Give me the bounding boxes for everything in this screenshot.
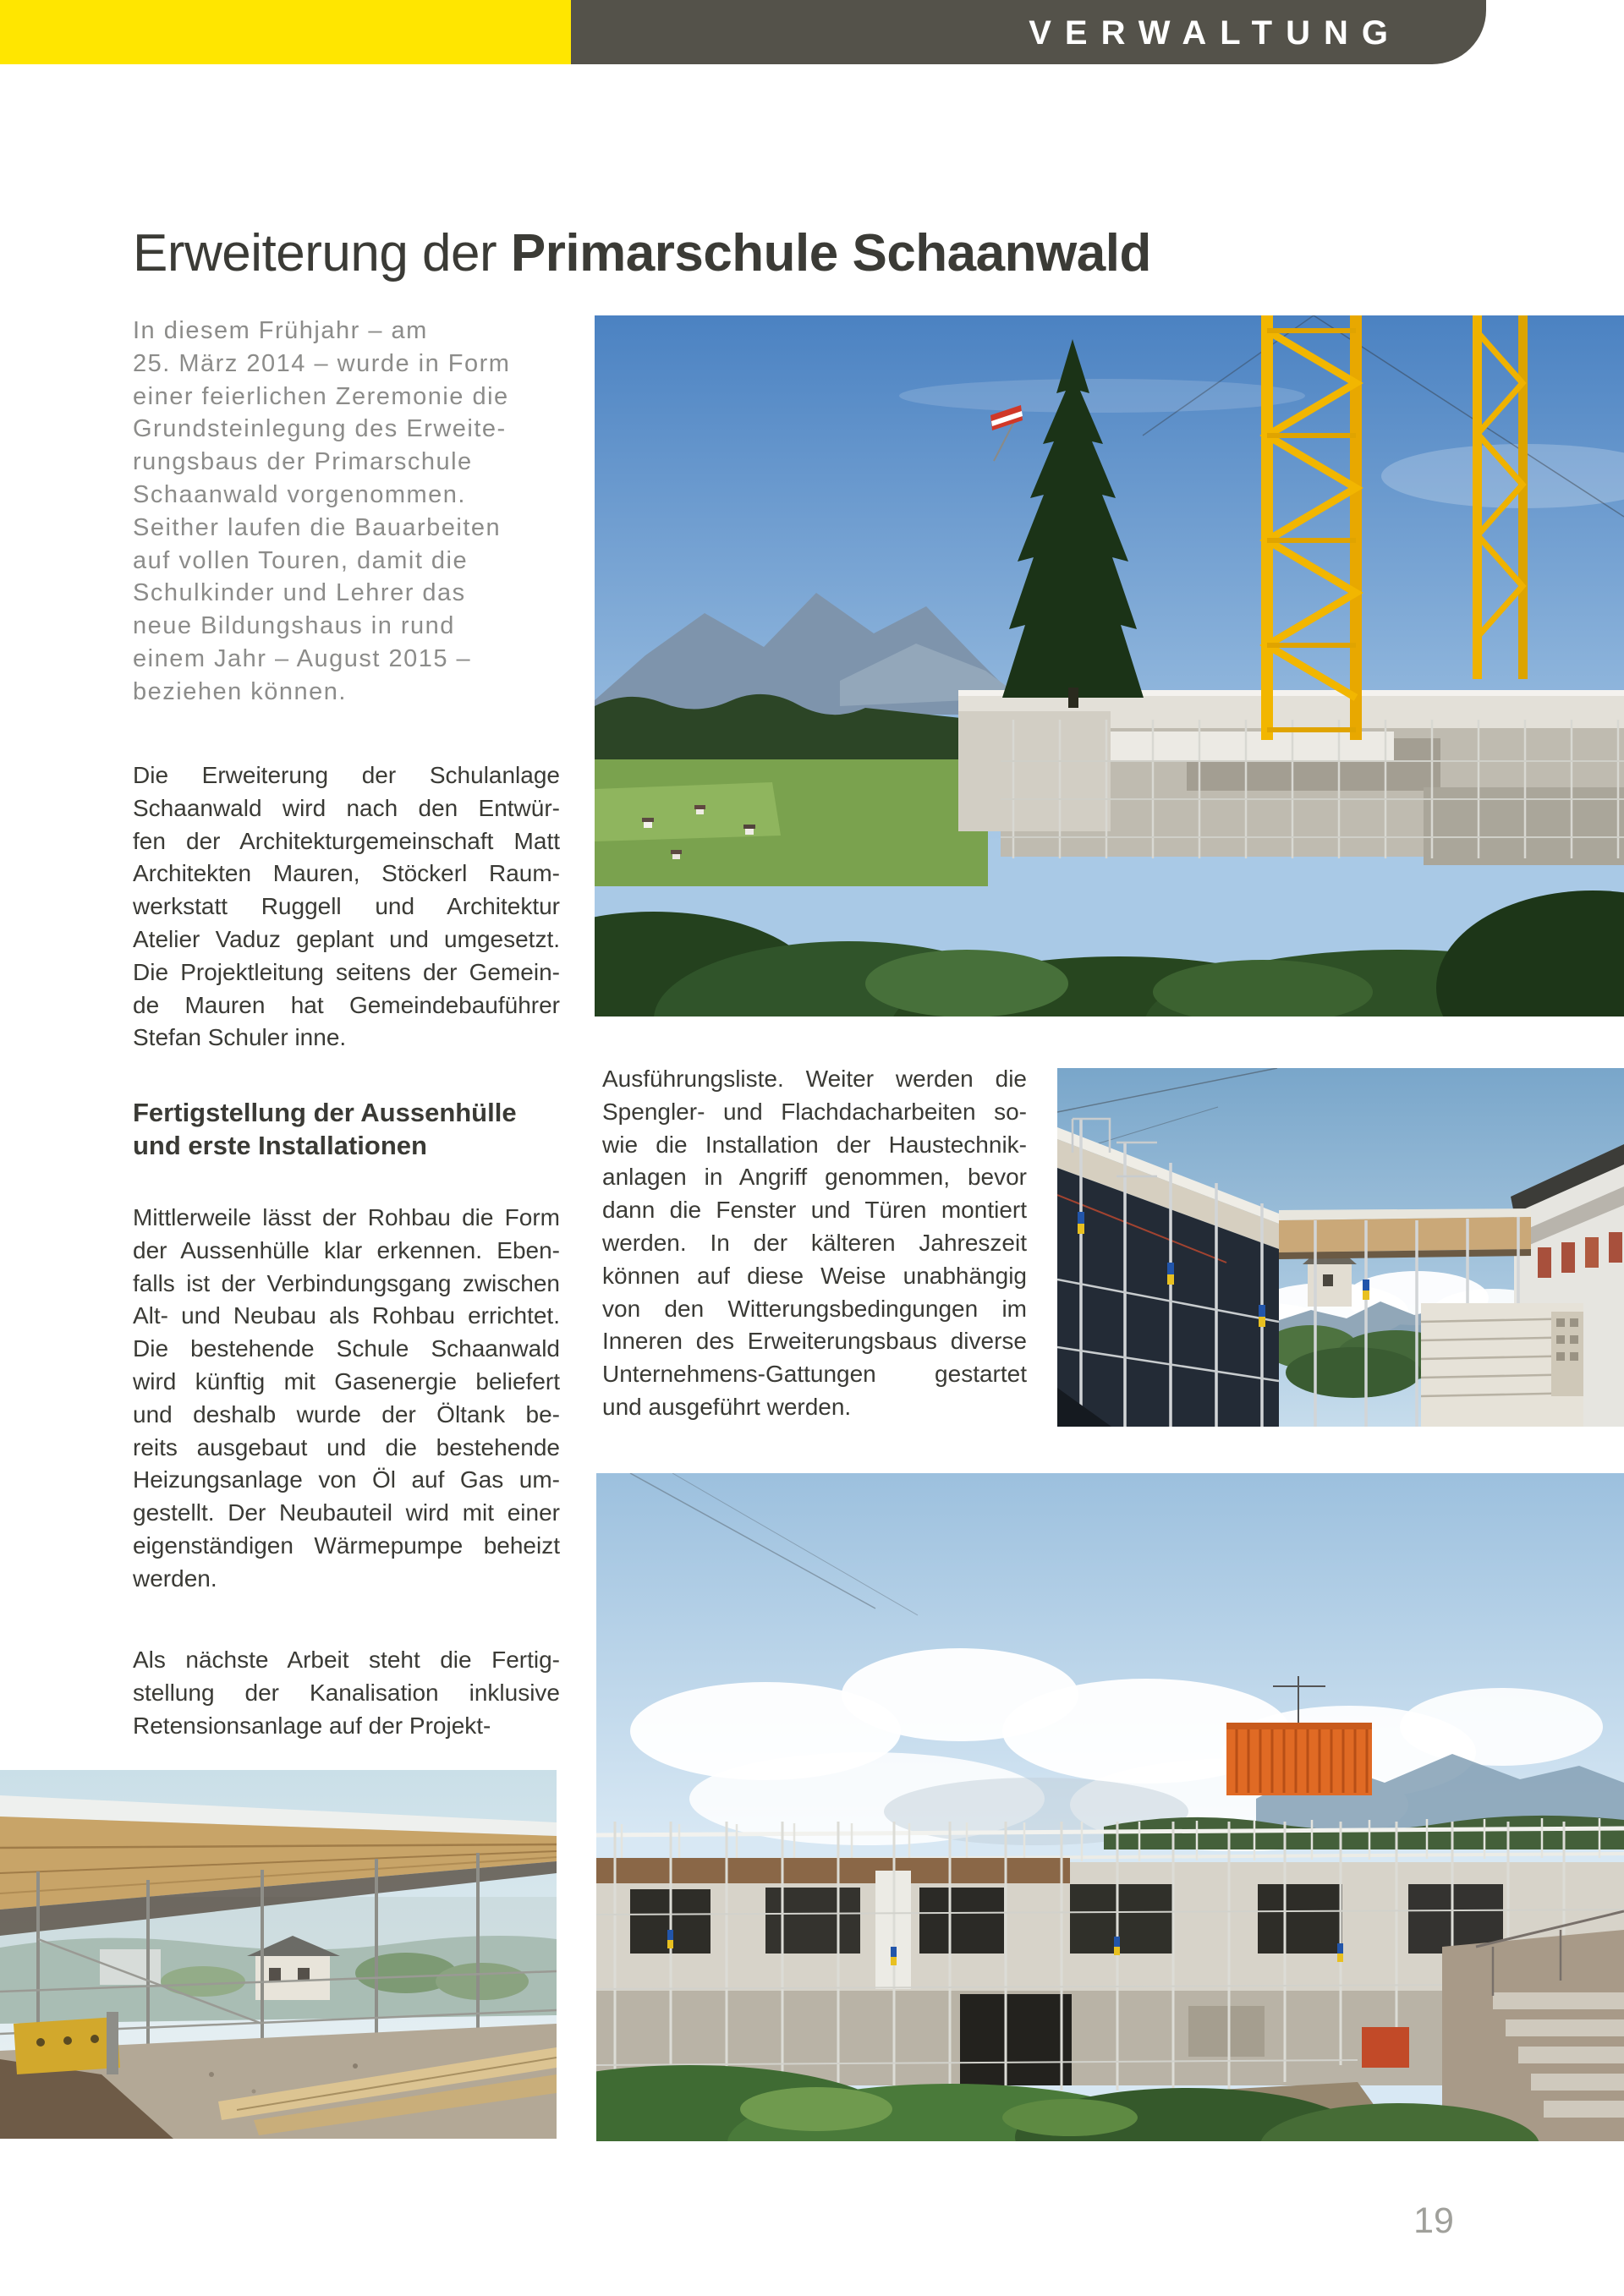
text-line: fen der Architekturgemeinschaft Matt [133,827,560,854]
text-line: de Mauren hat Gemeindebauführer [133,991,560,1018]
paragraph-ausfuehrungsliste [602,1063,1027,1424]
red-equipment [1362,2027,1409,2068]
element-stack [1421,1303,1583,1427]
text-line: Schulkinder und Lehrer das [133,579,466,607]
text-line: Atelier Vaduz geplant und umgesetzt. [133,925,560,952]
text-line: Seither laufen die Bauarbeiten [133,513,502,541]
text-line: wie die Installation der Haustechnik- [602,1131,1027,1158]
text-line: der Aussenhülle klar erkennen. Eben- [133,1236,560,1263]
text-line: Spengler- und Flachdacharbeiten so- [602,1098,1027,1125]
text-line: und erste Installationen [133,1131,427,1160]
text-line: und ausgeführt werden. [602,1393,852,1420]
text-line: einem Jahr – August 2015 – [133,644,472,672]
paragraph-kanalisation [133,1644,560,1742]
header-yellow-block [0,0,571,64]
photo-roof-edge-scaffolding [0,1770,557,2139]
text-line: anlagen in Angriff genommen, bevor [602,1164,1027,1191]
text-line: reits ausgebaut und die bestehende [133,1433,560,1460]
photo-construction-crane [595,315,1624,1016]
text-line: werden. [133,1564,217,1592]
photo-walkway-existing-school [1057,1068,1624,1427]
photo-site-orange-container [596,1473,1624,2141]
text-line: und deshalb wurde der Öltank be- [133,1400,560,1427]
text-line: Schaanwald vorgenommen. [133,480,466,508]
header-section-tab [571,0,1486,64]
photo-walkway-art [1057,1068,1624,1427]
text-line: 25. März 2014 – wurde in Form [133,349,511,377]
photo-site-art [596,1473,1624,2141]
page-title-regular: Erweiterung der [133,223,511,282]
text-line: Alt- und Neubau als Rohbau errichtet. [133,1302,560,1329]
text-line: Retensionsanlage auf der Projekt- [133,1712,491,1739]
photo-construction-crane-art [595,315,1624,1016]
text-line: In diesem Frühjahr – am [133,317,428,344]
text-line: falls ist der Verbindungsgang zwischen [133,1269,560,1296]
text-line: Heizungsanlage von Öl auf Gas um- [133,1466,560,1493]
section-label: VERWALTUNG [1029,14,1402,52]
text-line: Ausführungsliste. Weiter werden die [602,1066,1027,1092]
paragraph-architects [133,759,560,1055]
text-line: Mittlerweile lässt der Rohbau die Form [133,1204,560,1230]
text-line: werden. In der kälteren Jahreszeit [602,1229,1027,1256]
text-line: können auf diese Weise unabhängig [602,1262,1027,1289]
text-line: Die bestehende Schule Schaanwald [133,1335,560,1362]
far-building [100,1949,161,1985]
page-title-bold: Primarschule Schaanwald [510,223,1151,282]
text-line: eigenständigen Wärmepumpe beheizt [133,1532,560,1559]
text-line: Inneren des Erweiterungsbaus diverse [602,1328,1027,1355]
text-line: Fertigstellung der Aussenhülle [133,1098,517,1127]
text-line: Grundsteinlegung des Erweite- [133,415,507,443]
text-line: einer feierlichen Zeremonie die [133,382,509,410]
text-line: werkstatt Ruggell und Architektur [133,893,560,920]
text-line: auf vollen Touren, damit die [133,546,469,574]
page-title [133,223,1402,283]
new-building-shell [958,690,1624,865]
text-line: Unternehmens-Gattungen gestartet [602,1361,1027,1388]
text-line: gestellt. Der Neubauteil wird mit einer [133,1499,560,1526]
text-line: neue Bildungshaus in rund [133,612,455,640]
text-line: beziehen können. [133,677,347,705]
subheading-aussenhuelle [133,1096,560,1162]
text-line: dann die Fenster und Türen montiert [602,1197,1027,1224]
text-line: Stefan Schuler inne. [133,1024,347,1051]
meadow-village [595,759,988,886]
text-line: Als nächste Arbeit steht die Fertig- [133,1647,560,1673]
text-line: Die Erweiterung der Schulanlage [133,762,560,788]
intro-paragraph [133,315,560,709]
stairs-bank [1442,1911,1624,2141]
page-number: 19 [1413,2200,1454,2241]
text-line: wird künftig mit Gasenergie beliefert [133,1367,560,1395]
text-line: Die Projektleitung seitens der Gemein- [133,958,560,985]
text-line: rungsbaus der Primarschule [133,448,473,476]
photo-roof-edge-art [0,1770,557,2139]
text-line: stellung der Kanalisation inklusive [133,1679,560,1706]
text-line: Schaanwald wird nach den Entwür- [133,794,560,821]
paragraph-rohbau [133,1202,560,1596]
text-line: Architekten Mauren, Stöckerl Raum- [133,860,560,887]
text-line: von den Witterungsbedingungen im [602,1295,1027,1322]
